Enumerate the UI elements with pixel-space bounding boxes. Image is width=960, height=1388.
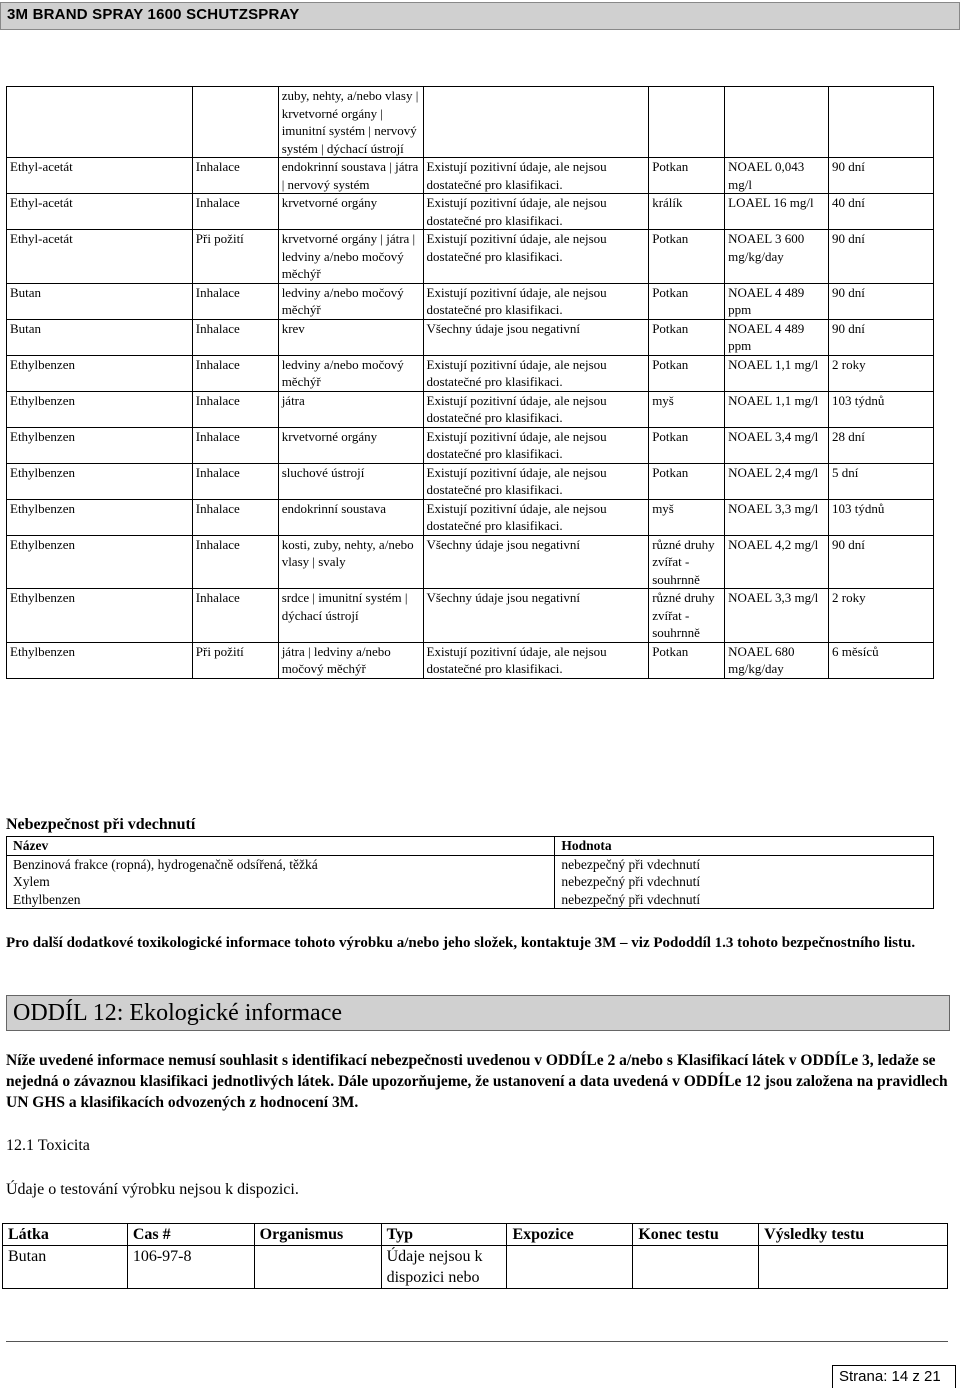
exposure-route: Inhalace [192, 535, 278, 589]
target-organ: ledviny a/nebo močový měchýř [278, 355, 423, 391]
table-cell: Údaje nejsou k dispozici nebo [381, 1246, 507, 1289]
exposure-route: Při požití [192, 230, 278, 284]
result-value: Existují pozitivní údaje, ale nejsou dostatečné pro klasifikaci. [423, 391, 649, 427]
exposure-duration: 6 měsíců [829, 642, 934, 678]
exposure-route: Inhalace [192, 427, 278, 463]
header-cell: Typ [381, 1224, 507, 1246]
exposure-duration: 2 roky [829, 589, 934, 643]
result-value: Existují pozitivní údaje, ale nejsou dostatečné pro klasifikaci. [423, 194, 649, 230]
test-type: NOAEL 1,1 mg/l [725, 391, 829, 427]
substance-name: Ethylbenzen [7, 355, 193, 391]
substance-name: Ethylbenzen [7, 463, 193, 499]
substance-name: Ethyl-acetát [7, 194, 193, 230]
species: myš [649, 499, 725, 535]
section-12-intro: Níže uvedené informace nemusí souhlasit s identifikací nebezpečnosti uvedenou v ODDÍLe 2 a/nebo s Klasifikací látek v ODDÍLe 3, ledaže se nejedná o závaznou klasifikaci jednotlivých látek. Dále upozorňujeme, že ustanovení a data uvedená v ODDÍLe 12 jsou založena na pravidlech UN GHS a klasifikacích odvozených z hodnocení 3M. [6, 1052, 948, 1111]
exposure-route: Inhalace [192, 194, 278, 230]
inhalation-hazard-table [6, 836, 934, 909]
test-type [725, 87, 829, 158]
table-cell [759, 1246, 948, 1289]
species: různé druhy zvířat - souhrnně [649, 589, 725, 643]
table-row [7, 642, 934, 678]
target-organ: játra [278, 391, 423, 427]
test-type: NOAEL 3 600 mg/kg/day [725, 230, 829, 284]
table-row [7, 589, 934, 643]
section-12-title: ODDÍL 12: Ekologické informace [13, 1000, 343, 1026]
result-value [423, 87, 649, 158]
result-value: Existují pozitivní údaje, ale nejsou dostatečné pro klasifikaci. [423, 355, 649, 391]
page-number: Strana: 14 z 21 [839, 1368, 941, 1385]
result-value: Všechny údaje jsou negativní [423, 319, 649, 355]
exposure-route: Inhalace [192, 391, 278, 427]
target-organ: zuby, nehty, a/nebo vlasy | krvetvorné orgány | imunitní systém | nervový systém | dýchací ústrojí [278, 87, 423, 158]
test-type: LOAEL 16 mg/l [725, 194, 829, 230]
table-row [7, 891, 934, 909]
substance-name: Ethyl-acetát [7, 158, 193, 194]
substance-name: Ethylbenzen [7, 642, 193, 678]
test-type: NOAEL 2,4 mg/l [725, 463, 829, 499]
table-cell: Butan [3, 1246, 128, 1289]
exposure-duration: 103 týdnů [829, 391, 934, 427]
toxicity-subheading: 12.1 Toxicita [6, 1137, 90, 1154]
species: Potkan [649, 283, 725, 319]
result-value: Existují pozitivní údaje, ale nejsou dostatečné pro klasifikaci. [423, 642, 649, 678]
substance-name: Xylem [7, 873, 555, 891]
target-organ: endokrinní soustava [278, 499, 423, 535]
result-value: Všechny údaje jsou negativní [423, 535, 649, 589]
substance-name: Ethylbenzen [7, 535, 193, 589]
table-row [7, 391, 934, 427]
exposure-duration: 5 dní [829, 463, 934, 499]
result-value: Existují pozitivní údaje, ale nejsou dostatečné pro klasifikaci. [423, 230, 649, 284]
table-row [7, 319, 934, 355]
test-type: NOAEL 0,043 mg/l [725, 158, 829, 194]
result-value: Existují pozitivní údaje, ale nejsou dostatečné pro klasifikaci. [423, 499, 649, 535]
inhalation-header-row [7, 837, 934, 856]
ecotoxicity-table [2, 1223, 948, 1289]
exposure-route: Inhalace [192, 463, 278, 499]
test-type: NOAEL 680 mg/kg/day [725, 642, 829, 678]
table-cell [633, 1246, 759, 1289]
table-row [7, 158, 934, 194]
header-cell: Látka [3, 1224, 128, 1246]
table-row [7, 427, 934, 463]
species [649, 87, 725, 158]
exposure-route: Inhalace [192, 319, 278, 355]
table-row [7, 873, 934, 891]
exposure-route: Inhalace [192, 283, 278, 319]
header-cell: Cas # [127, 1224, 254, 1246]
target-organ: kosti, zuby, nehty, a/nebo vlasy | svaly [278, 535, 423, 589]
target-organ: ledviny a/nebo močový měchýř [278, 283, 423, 319]
table-row [7, 355, 934, 391]
header-cell: Expozice [507, 1224, 633, 1246]
document-title: 3M BRAND SPRAY 1600 SCHUTZSPRAY [7, 6, 300, 23]
hazard-value: nebezpečný při vdechnutí [555, 891, 934, 909]
col-name-header: Název [7, 837, 555, 856]
test-type: NOAEL 1,1 mg/l [725, 355, 829, 391]
test-type: NOAEL 4 489 ppm [725, 283, 829, 319]
table-cell [254, 1246, 381, 1289]
exposure-duration: 103 týdnů [829, 499, 934, 535]
substance-name: Ethylbenzen [7, 589, 193, 643]
exposure-route: Inhalace [192, 589, 278, 643]
species: myš [649, 391, 725, 427]
target-organ: krev [278, 319, 423, 355]
test-type: NOAEL 3,4 mg/l [725, 427, 829, 463]
species: králík [649, 194, 725, 230]
species: Potkan [649, 642, 725, 678]
exposure-duration: 2 roky [829, 355, 934, 391]
target-organ: endokrinní soustava | játra | nervový systém [278, 158, 423, 194]
substance-name [7, 87, 193, 158]
result-value: Existují pozitivní údaje, ale nejsou dostatečné pro klasifikaci. [423, 283, 649, 319]
toxicity-table [6, 86, 934, 679]
substance-name: Ethylbenzen [7, 499, 193, 535]
exposure-duration: 40 dní [829, 194, 934, 230]
test-type: NOAEL 3,3 mg/l [725, 589, 829, 643]
substance-name: Butan [7, 283, 193, 319]
page-number-box [832, 1365, 956, 1388]
target-organ: krvetvorné orgány [278, 427, 423, 463]
exposure-route: Při požití [192, 642, 278, 678]
exposure-duration: 90 dní [829, 319, 934, 355]
species: Potkan [649, 427, 725, 463]
species: Potkan [649, 319, 725, 355]
target-organ: krvetvorné orgány [278, 194, 423, 230]
substance-name: Ethylbenzen [7, 427, 193, 463]
exposure-duration: 28 dní [829, 427, 934, 463]
species: Potkan [649, 158, 725, 194]
table-row [7, 194, 934, 230]
substance-name: Ethylbenzen [7, 891, 555, 909]
table-row [7, 230, 934, 284]
species: Potkan [649, 463, 725, 499]
footer-divider [6, 1341, 948, 1342]
table-row [7, 87, 934, 158]
table-cell: 106-97-8 [127, 1246, 254, 1289]
table-row [7, 535, 934, 589]
hazard-value: nebezpečný při vdechnutí [555, 873, 934, 891]
exposure-route [192, 87, 278, 158]
target-organ: játra | ledviny a/nebo močový měchýř [278, 642, 423, 678]
table-row [7, 283, 934, 319]
exposure-route: Inhalace [192, 499, 278, 535]
table-cell [507, 1246, 633, 1289]
target-organ: sluchové ústrojí [278, 463, 423, 499]
species: různé druhy zvířat - souhrnně [649, 535, 725, 589]
eco-header-row [3, 1224, 948, 1246]
table-row [7, 855, 934, 873]
substance-name: Benzinová frakce (ropná), hydrogenačně odsířená, těžká [7, 855, 555, 873]
exposure-duration: 90 dní [829, 158, 934, 194]
exposure-duration: 90 dní [829, 283, 934, 319]
result-value: Existují pozitivní údaje, ale nejsou dostatečné pro klasifikaci. [423, 158, 649, 194]
exposure-duration: 90 dní [829, 535, 934, 589]
substance-name: Ethyl-acetát [7, 230, 193, 284]
inhalation-hazard-heading: Nebezpečnost při vdechnutí [6, 816, 196, 833]
species: Potkan [649, 230, 725, 284]
target-organ: krvetvorné orgány | játra | ledviny a/nebo močový měchýř [278, 230, 423, 284]
hazard-value: nebezpečný při vdechnutí [555, 855, 934, 873]
header-cell: Organismus [254, 1224, 381, 1246]
test-type: NOAEL 4 489 ppm [725, 319, 829, 355]
header-cell: Konec testu [633, 1224, 759, 1246]
section-12-title-bar [6, 995, 950, 1031]
exposure-route: Inhalace [192, 158, 278, 194]
product-test-note: Údaje o testování výrobku nejsou k dispozici. [6, 1181, 299, 1198]
test-type: NOAEL 3,3 mg/l [725, 499, 829, 535]
col-value-header: Hodnota [555, 837, 934, 856]
result-value: Všechny údaje jsou negativní [423, 589, 649, 643]
exposure-duration [829, 87, 934, 158]
document-header-bar [0, 2, 960, 30]
exposure-duration: 90 dní [829, 230, 934, 284]
header-cell: Výsledky testu [759, 1224, 948, 1246]
result-value: Existují pozitivní údaje, ale nejsou dostatečné pro klasifikaci. [423, 427, 649, 463]
additional-info-note: Pro další dodatkové toxikologické informace tohoto výrobku a/nebo jeho složek, kontaktuje 3M – viz Pododdíl 1.3 tohoto bezpečnostního listu. [6, 935, 916, 951]
substance-name: Ethylbenzen [7, 391, 193, 427]
exposure-route: Inhalace [192, 355, 278, 391]
test-type: NOAEL 4,2 mg/l [725, 535, 829, 589]
target-organ: srdce | imunitní systém | dýchací ústrojí [278, 589, 423, 643]
table-row [7, 463, 934, 499]
table-row [7, 499, 934, 535]
table-row [3, 1246, 948, 1289]
result-value: Existují pozitivní údaje, ale nejsou dostatečné pro klasifikaci. [423, 463, 649, 499]
species: Potkan [649, 355, 725, 391]
substance-name: Butan [7, 319, 193, 355]
